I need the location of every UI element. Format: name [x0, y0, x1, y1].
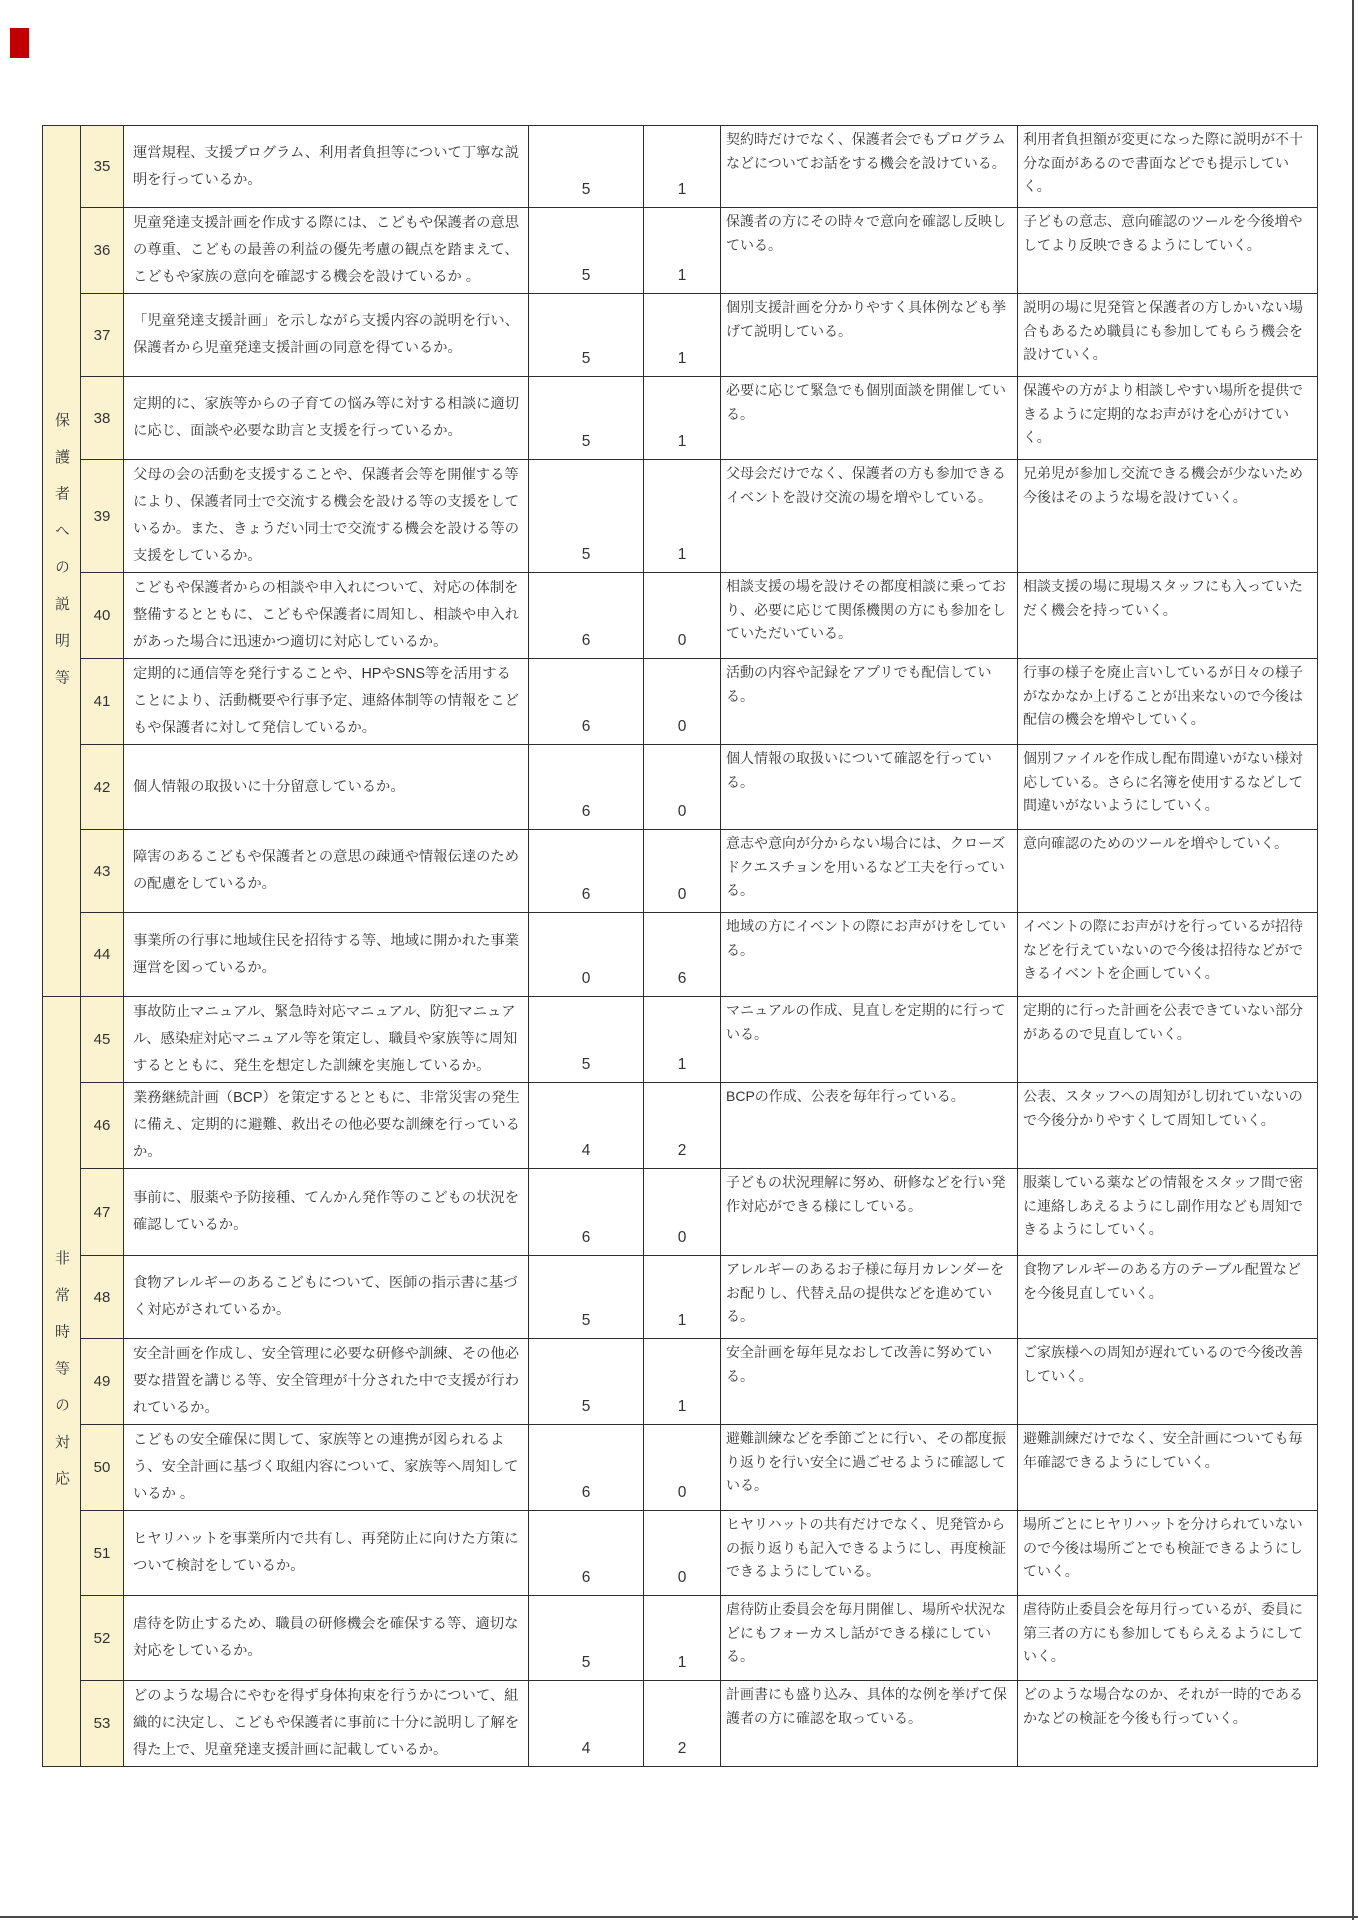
- comment-text: 個別支援計画を分かりやすく具体例なども挙げて説明している。: [721, 294, 1018, 377]
- row-number: 39: [81, 460, 124, 573]
- table-row: [43, 377, 1318, 460]
- table-row: [43, 294, 1318, 377]
- score-yes: 4: [529, 1083, 644, 1169]
- score-yes: 5: [529, 1256, 644, 1339]
- improvement-text: 食物アレルギーのある方のテーブル配置などを今後見直していく。: [1018, 1256, 1318, 1339]
- score-no: 1: [644, 460, 721, 573]
- question-text: 虐待を防止するため、職員の研修機会を確保する等、適切な対応をしているか。: [124, 1596, 529, 1681]
- improvement-text: 定期的に行った計画を公表できていない部分があるので見直していく。: [1018, 997, 1318, 1083]
- table-row: [43, 997, 1318, 1083]
- score-yes: 6: [529, 659, 644, 745]
- score-yes: 6: [529, 745, 644, 830]
- score-yes: 6: [529, 1511, 644, 1596]
- comment-text: 相談支援の場を設けその都度相談に乗っており、必要に応じて関係機関の方にも参加をしていただいている。: [721, 573, 1018, 659]
- row-number: 49: [81, 1339, 124, 1425]
- score-yes: 5: [529, 1596, 644, 1681]
- table-row: [43, 745, 1318, 830]
- row-number: 44: [81, 913, 124, 997]
- score-yes: 0: [529, 913, 644, 997]
- row-number: 47: [81, 1169, 124, 1256]
- improvement-text: 説明の場に児発管と保護者の方しかいない場合もあるため職員にも参加してもらう機会を設けていく。: [1018, 294, 1318, 377]
- score-no: 1: [644, 294, 721, 377]
- row-number: 48: [81, 1256, 124, 1339]
- improvement-text: 相談支援の場に現場スタッフにも入っていただく機会を持っていく。: [1018, 573, 1318, 659]
- score-yes: 5: [529, 997, 644, 1083]
- score-yes: 5: [529, 377, 644, 460]
- score-yes: 5: [529, 208, 644, 294]
- score-no: 1: [644, 377, 721, 460]
- score-yes: 6: [529, 1425, 644, 1511]
- question-text: 運営規程、支援プログラム、利用者負担等について丁寧な説明を行っているか。: [124, 126, 529, 208]
- score-yes: 5: [529, 1339, 644, 1425]
- row-number: 37: [81, 294, 124, 377]
- question-text: ヒヤリハットを事業所内で共有し、再発防止に向けた方策について検討をしているか。: [124, 1511, 529, 1596]
- table-row: [43, 1169, 1318, 1256]
- red-marker: [10, 28, 29, 58]
- score-no: 1: [644, 1596, 721, 1681]
- question-text: 食物アレルギーのあるこどもについて、医師の指示書に基づく対応がされているか。: [124, 1256, 529, 1339]
- row-number: 50: [81, 1425, 124, 1511]
- improvement-text: イベントの際にお声がけを行っているが招待などを行えていないので今後は招待などができるイベントを企画していく。: [1018, 913, 1318, 997]
- improvement-text: 虐待防止委員会を毎月行っているが、委員に第三者の方にも参加してもらえるようにしていく。: [1018, 1596, 1318, 1681]
- score-yes: 5: [529, 294, 644, 377]
- score-no: 2: [644, 1083, 721, 1169]
- score-no: 0: [644, 659, 721, 745]
- page-edge-bottom: [0, 1916, 1358, 1918]
- comment-text: 父母会だけでなく、保護者の方も参加できるイベントを設け交流の場を増やしている。: [721, 460, 1018, 573]
- score-yes: 6: [529, 830, 644, 913]
- row-number: 41: [81, 659, 124, 745]
- question-text: 定期的に、家族等からの子育ての悩み等に対する相談に適切に応じ、面談や必要な助言と支援を行っているか。: [124, 377, 529, 460]
- improvement-text: 服薬している薬などの情報をスタッフ間で密に連絡しあえるようにし副作用なども周知できるようにしていく。: [1018, 1169, 1318, 1256]
- table-row: [43, 208, 1318, 294]
- category-cell-emergency-response: [43, 997, 81, 1767]
- page-edge-right: [1352, 0, 1354, 1920]
- row-number: 46: [81, 1083, 124, 1169]
- score-yes: 6: [529, 1169, 644, 1256]
- comment-text: 避難訓練などを季節ごとに行い、その都度振り返りを行い安全に過ごせるように確認している。: [721, 1425, 1018, 1511]
- table-row: [43, 1339, 1318, 1425]
- score-no: 0: [644, 745, 721, 830]
- question-text: 安全計画を作成し、安全管理に必要な研修や訓練、その他必要な措置を講じる等、安全管理が十分された中で支援が行われているか。: [124, 1339, 529, 1425]
- comment-text: 個人情報の取扱いについて確認を行っている。: [721, 745, 1018, 830]
- score-yes: 5: [529, 126, 644, 208]
- table-row: [43, 126, 1318, 208]
- table-row: [43, 1511, 1318, 1596]
- question-text: 事前に、服薬や予防接種、てんかん発作等のこどもの状況を確認しているか。: [124, 1169, 529, 1256]
- category-cell-guardian-explanation: [43, 126, 81, 997]
- table-row: [43, 1425, 1318, 1511]
- comment-text: アレルギーのあるお子様に毎月カレンダーをお配りし、代替え品の提供などを進めている。: [721, 1256, 1018, 1339]
- improvement-text: ご家族様への周知が遅れているので今後改善していく。: [1018, 1339, 1318, 1425]
- table-row: [43, 830, 1318, 913]
- score-no: 2: [644, 1681, 721, 1767]
- question-text: 父母の会の活動を支援することや、保護者会等を開催する等により、保護者同士で交流する機会を設ける等の支援をしているか。また、きょうだい同士で交流する機会を設ける等の支援をしているか。: [124, 460, 529, 573]
- improvement-text: 避難訓練だけでなく、安全計画についても毎年確認できるようにしていく。: [1018, 1425, 1318, 1511]
- comment-text: 地域の方にイベントの際にお声がけをしている。: [721, 913, 1018, 997]
- table-row: [43, 1681, 1318, 1767]
- score-no: 0: [644, 1169, 721, 1256]
- question-text: 定期的に通信等を発行することや、HPやSNS等を活用することにより、活動概要や行事予定、連絡体制等の情報をこどもや保護者に対して発信しているか。: [124, 659, 529, 745]
- score-no: 0: [644, 573, 721, 659]
- score-no: 1: [644, 1339, 721, 1425]
- comment-text: 活動の内容や記録をアプリでも配信している。: [721, 659, 1018, 745]
- improvement-text: 子どもの意志、意向確認のツールを今後増やしてより反映できるようにしていく。: [1018, 208, 1318, 294]
- score-no: 1: [644, 126, 721, 208]
- comment-text: 計画書にも盛り込み、具体的な例を挙げて保護者の方に確認を取っている。: [721, 1681, 1018, 1767]
- score-no: 0: [644, 830, 721, 913]
- comment-text: 意志や意向が分からない場合には、クローズドクエスチョンを用いるなど工夫を行っている。: [721, 830, 1018, 913]
- comment-text: 契約時だけでなく、保護者会でもプログラムなどについてお話をする機会を設けている。: [721, 126, 1018, 208]
- question-text: こどもや保護者からの相談や申入れについて、対応の体制を整備するとともに、こどもや保護者に周知し、相談や申入れがあった場合に迅速かつ適切に対応しているか。: [124, 573, 529, 659]
- comment-text: マニュアルの作成、見直しを定期的に行っている。: [721, 997, 1018, 1083]
- row-number: 43: [81, 830, 124, 913]
- table-row: [43, 659, 1318, 745]
- comment-text: ヒヤリハットの共有だけでなく、児発管からの振り返りも記入できるようにし、再度検証できるようにしている。: [721, 1511, 1018, 1596]
- row-number: 40: [81, 573, 124, 659]
- comment-text: 必要に応じて緊急でも個別面談を開催している。: [721, 377, 1018, 460]
- row-number: 53: [81, 1681, 124, 1767]
- score-no: 1: [644, 208, 721, 294]
- comment-text: 安全計画を毎年見なおして改善に努めている。: [721, 1339, 1018, 1425]
- score-no: 6: [644, 913, 721, 997]
- row-number: 52: [81, 1596, 124, 1681]
- table-row: [43, 1083, 1318, 1169]
- row-number: 51: [81, 1511, 124, 1596]
- category-label: 非常時等の対応: [53, 1250, 70, 1508]
- comment-text: 子どもの状況理解に努め、研修などを行い発作対応ができる様にしている。: [721, 1169, 1018, 1256]
- row-number: 42: [81, 745, 124, 830]
- improvement-text: 利用者負担額が変更になった際に説明が不十分な面があるので書面などでも提示していく。: [1018, 126, 1318, 208]
- question-text: どのような場合にやむを得ず身体拘束を行うかについて、組織的に決定し、こどもや保護者に事前に十分に説明し了解を得た上で、児童発達支援計画に記載しているか。: [124, 1681, 529, 1767]
- improvement-text: 行事の様子を廃止言いしているが日々の様子がなかなか上げることが出来ないので今後は配信の機会を増やしていく。: [1018, 659, 1318, 745]
- improvement-text: 個別ファイルを作成し配布間違いがない様対応している。さらに名簿を使用するなどして間違いがないようにしていく。: [1018, 745, 1318, 830]
- score-yes: 6: [529, 573, 644, 659]
- row-number: 45: [81, 997, 124, 1083]
- improvement-text: 保護やの方がより相談しやすい場所を提供できるように定期的なお声がけを心がけていく。: [1018, 377, 1318, 460]
- score-no: 0: [644, 1511, 721, 1596]
- comment-text: 虐待防止委員会を毎月開催し、場所や状況などにもフォーカスし話ができる様にしている。: [721, 1596, 1018, 1681]
- improvement-text: 場所ごとにヒヤリハットを分けられていないので今後は場所ごとでも検証できるようにしていく。: [1018, 1511, 1318, 1596]
- table-row: [43, 913, 1318, 997]
- score-no: 0: [644, 1425, 721, 1511]
- improvement-text: 意向確認のためのツールを増やしていく。: [1018, 830, 1318, 913]
- row-number: 38: [81, 377, 124, 460]
- table-row: [43, 460, 1318, 573]
- improvement-text: 兄弟児が参加し交流できる機会が少ないため今後はそのような場を設けていく。: [1018, 460, 1318, 573]
- question-text: 事業所の行事に地域住民を招待する等、地域に開かれた事業運営を図っているか。: [124, 913, 529, 997]
- category-label: 保護者への説明等: [53, 411, 70, 706]
- question-text: 「児童発達支援計画」を示しながら支援内容の説明を行い、保護者から児童発達支援計画の同意を得ているか。: [124, 294, 529, 377]
- question-text: こどもの安全確保に関して、家族等との連携が図られるよう、安全計画に基づく取組内容について、家族等へ周知しているか 。: [124, 1425, 529, 1511]
- row-number: 36: [81, 208, 124, 294]
- question-text: 業務継続計画（BCP）を策定するとともに、非常災害の発生に備え、定期的に避難、救出その他必要な訓練を行っているか。: [124, 1083, 529, 1169]
- table-row: [43, 573, 1318, 659]
- score-no: 1: [644, 1256, 721, 1339]
- row-number: 35: [81, 126, 124, 208]
- score-yes: 4: [529, 1681, 644, 1767]
- question-text: 個人情報の取扱いに十分留意しているか。: [124, 745, 529, 830]
- improvement-text: どのような場合なのか、それが一時的であるかなどの検証を今後も行っていく。: [1018, 1681, 1318, 1767]
- improvement-text: 公表、スタッフへの周知がし切れていないので今後分かりやすくして周知していく。: [1018, 1083, 1318, 1169]
- question-text: 児童発達支援計画を作成する際には、こどもや保護者の意思の尊重、こどもの最善の利益の優先考慮の観点を踏まえて、こどもや家族の意向を確認する機会を設けているか 。: [124, 208, 529, 294]
- comment-text: 保護者の方にその時々で意向を確認し反映している。: [721, 208, 1018, 294]
- table-row: [43, 1256, 1318, 1339]
- question-text: 事故防止マニュアル、緊急時対応マニュアル、防犯マニュアル、感染症対応マニュアル等を策定し、職員や家族等に周知するとともに、発生を想定した訓練を実施しているか。: [124, 997, 529, 1083]
- self-evaluation-table: [42, 125, 1318, 1767]
- question-text: 障害のあるこどもや保護者との意思の疎通や情報伝達のための配慮をしているか。: [124, 830, 529, 913]
- score-yes: 5: [529, 460, 644, 573]
- score-no: 1: [644, 997, 721, 1083]
- comment-text: BCPの作成、公表を毎年行っている。: [721, 1083, 1018, 1169]
- table-row: [43, 1596, 1318, 1681]
